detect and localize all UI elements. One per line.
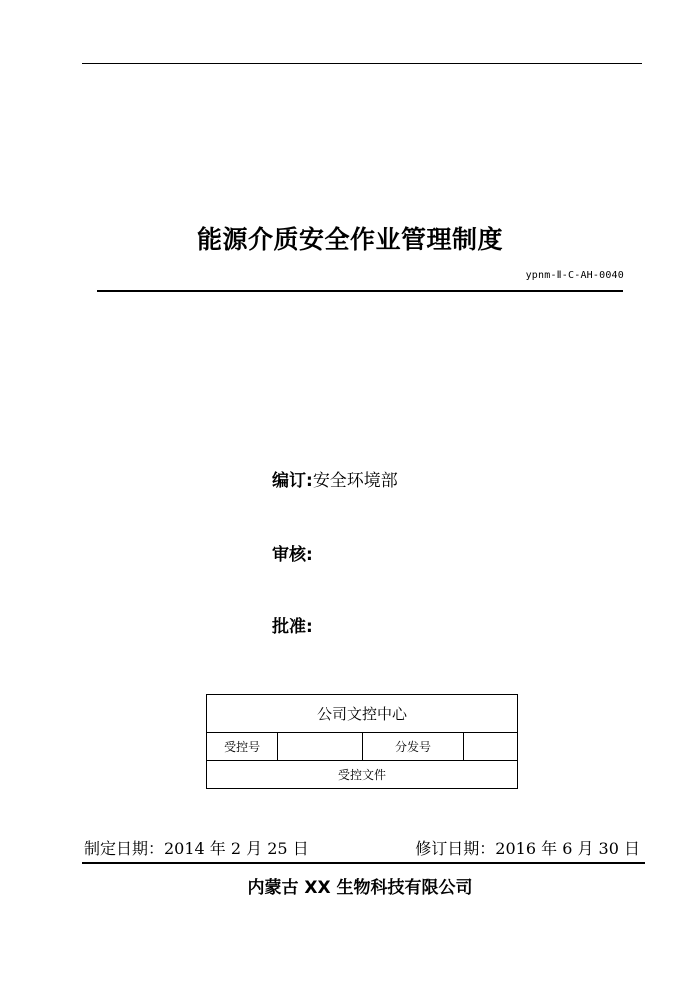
receive-number-value <box>278 733 363 761</box>
top-rule <box>82 63 642 64</box>
made-date: 制定日期：2014 年 2 月 25 日 <box>84 839 309 858</box>
approve-label: 批准: <box>272 617 313 637</box>
control-center-header: 公司文控中心 <box>207 695 518 733</box>
compile-value: 安全环境部 <box>312 471 398 491</box>
compile-label: 编订: <box>272 471 313 491</box>
title-rule <box>97 290 623 292</box>
document-code: ypnm-Ⅱ-C-AH-0040 <box>525 270 624 281</box>
document-title: 能源介质安全作业管理制度 <box>196 225 503 254</box>
controlled-document-label: 受控文件 <box>207 761 518 789</box>
distribute-number-label: 分发号 <box>363 733 463 761</box>
company-name: 内蒙古 XX 生物科技有限公司 <box>247 878 473 898</box>
approve-row <box>272 612 313 637</box>
review-row <box>272 540 313 565</box>
revised-date: 修订日期：2016 年 6 月 30 日 <box>415 839 640 858</box>
distribute-number-value <box>463 733 517 761</box>
receive-number-label: 受控号 <box>207 733 278 761</box>
document-control-table <box>206 694 518 789</box>
review-label: 审核: <box>272 545 313 565</box>
bottom-rule <box>82 862 645 864</box>
compile-row <box>272 466 398 491</box>
